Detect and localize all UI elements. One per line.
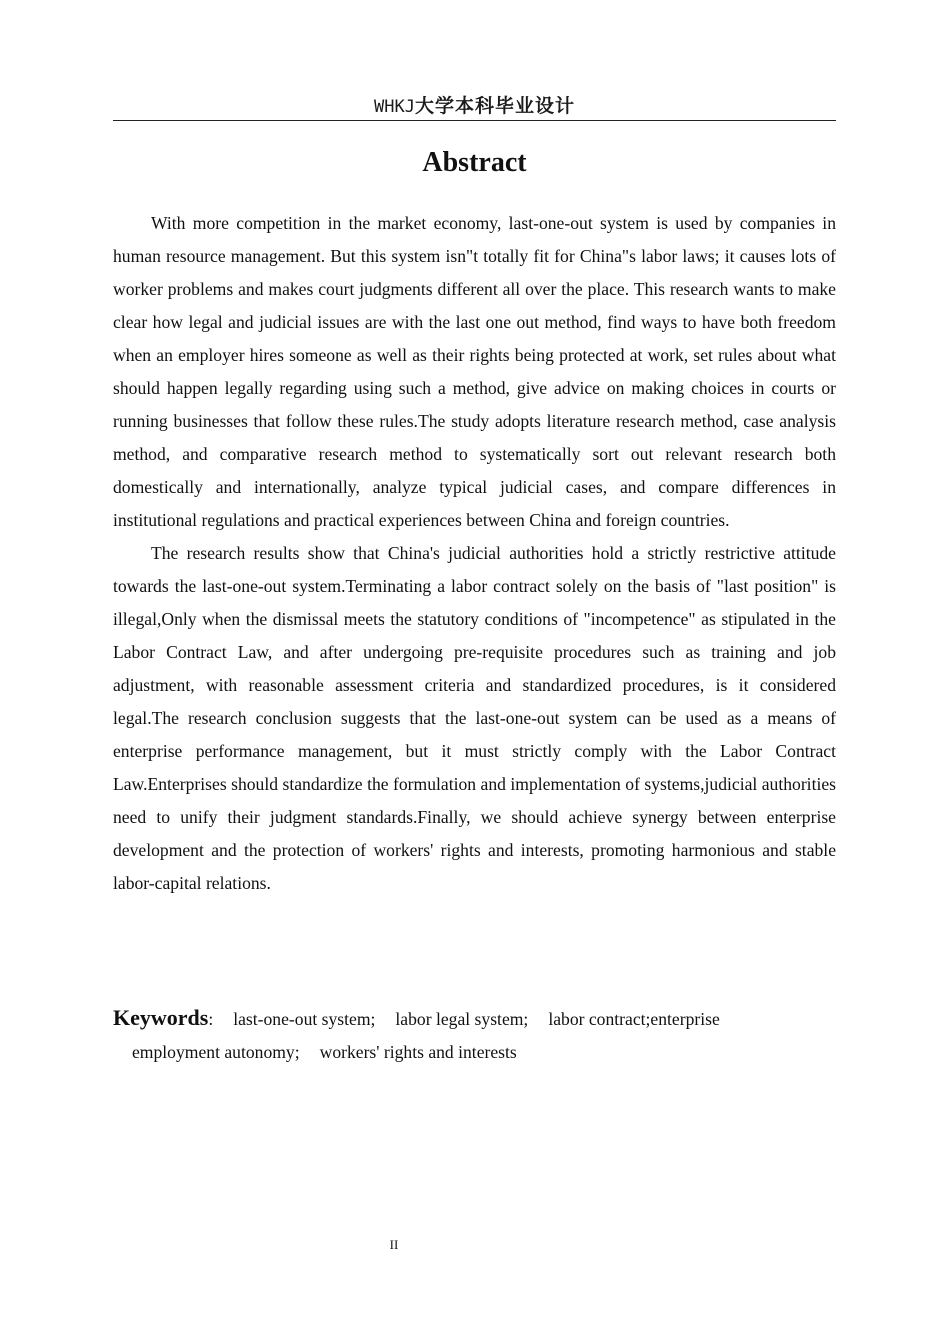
keyword-item: last-one-out system; bbox=[233, 1009, 376, 1029]
keywords-separator: : bbox=[208, 1009, 214, 1029]
keyword-item: workers' rights and interests bbox=[319, 1042, 517, 1062]
keywords-section bbox=[113, 1001, 836, 1069]
header-thesis-label: 大学本科毕业设计 bbox=[414, 95, 575, 117]
keyword-item: employment autonomy; bbox=[132, 1042, 300, 1062]
keyword-item: labor contract;enterprise bbox=[548, 1009, 720, 1029]
abstract-paragraph-1: With more competition in the market economy, last-one-out system is used by companies in human resource management. But this system isn"t totally fit for China"s labor laws; it causes lots of worker problems and makes court judgments different all over the place. This research wants to make clear how legal and judicial issues are with the last one out method, find ways to have both freedom when an employer hires someone as well as their rights being protected at work, set rules about what should happen legally regarding using such a method, give advice on making choices in courts or running businesses that follow these rules.The study adopts literature research method, case analysis method, and comparative research method to systematically sort out relevant research both domestically and internationally, analyze typical judicial cases, and compare differences in institutional regulations and practical experiences between China and foreign countries. bbox=[113, 213, 836, 530]
keyword-item: labor legal system; bbox=[395, 1009, 529, 1029]
keywords-line-1 bbox=[113, 1001, 836, 1036]
keywords-label: Keywords bbox=[113, 1005, 209, 1030]
abstract-body bbox=[113, 207, 836, 900]
page-header bbox=[113, 92, 836, 121]
abstract-paragraph-2: The research results show that China's judicial authorities hold a strictly restrictive attitude towards the last-one-out system.Terminating a labor contract solely on the basis of "last position" is illegal,Only when the dismissal meets the statutory conditions of "incompetence" as stipulated in the Labor Contract Law, and after undergoing pre-requisite procedures such as training and job adjustment, with reasonable assessment criteria and standardized procedures, is it considered legal.The research conclusion suggests that the last-one-out system can be used as a means of enterprise performance management, but it must strictly comply with the Labor Contract Law.Enterprises should standardize the formulation and implementation of systems,judicial authorities need to unify their judgment standards.Finally, we should achieve synergy between enterprise development and the protection of workers' rights and interests, promoting harmonious and stable labor-capital relations. bbox=[113, 543, 836, 893]
abstract-title: Abstract bbox=[422, 147, 527, 178]
header-institution-code: WHKJ bbox=[374, 97, 415, 117]
page-number: II bbox=[389, 1237, 399, 1252]
keywords-line-2 bbox=[113, 1036, 836, 1069]
